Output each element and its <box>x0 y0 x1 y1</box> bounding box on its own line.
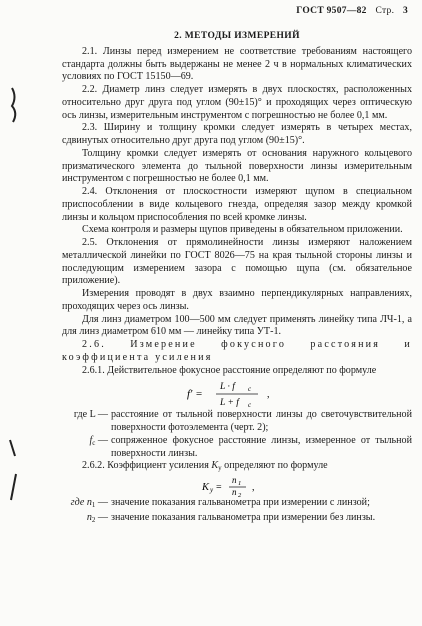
formula2-eq: = <box>216 482 222 493</box>
formula1-numerator-sub: c <box>248 385 252 394</box>
legend2-item-n2 <box>62 512 412 527</box>
formula2-numerator: n <box>232 475 237 485</box>
standard-number: ГОСТ 9507—82 <box>296 6 367 16</box>
document-body <box>62 30 412 527</box>
formula2-tail: , <box>252 482 255 493</box>
page-number: 3 <box>402 6 408 16</box>
legend2-text-n2: значение показания гальванометра при измерении без линзы. <box>111 511 376 523</box>
formula1-numerator: L · f <box>220 382 235 393</box>
ky-symbol: K <box>211 460 219 472</box>
para-2-3-b: Толщину кромки следует измерять от основания наружного кольцевого призматического элемента до тыльной поверхности линзы измерительным инструментом с погрешностью не более 0,1 мм. <box>62 147 412 185</box>
legend2-text-n1: значение показания гальванометра при измерении с линзой; <box>111 497 370 508</box>
margin-marks <box>0 0 60 626</box>
para-2-5-c: Для линз диаметром 100—500 мм следует применять линейку типа ЛЧ-1, а для линз диаметром 610 мм — линейку типа УТ-1. <box>62 313 412 338</box>
page-label: Стр. <box>375 6 395 16</box>
legend1-item-L <box>62 409 412 435</box>
legend1-text-L: расстояние от тыльной поверхности линзы до светочувствительной поверхности фотоэлемента (черт. 2); <box>111 409 412 433</box>
para-2-2: 2.2. Диаметр линз следует измерять в двух плоскостях, расположенных относительно друг друга под углом (90±15)° и проходящих через оптическую ось линзы, измерительным инструментом с погрешностью не более 0,1 мм. <box>62 84 412 121</box>
formula2-denominator-sub: 2 <box>238 492 242 497</box>
formula1-denominator: L + f <box>220 398 239 409</box>
margin-brace-mark <box>12 88 15 122</box>
para-2-4-b: Схема контроля и размеры щупов приведены в обязательном приложении. <box>82 224 403 236</box>
para-2-6-1: 2.6.1. Действительное фокусное расстояние определяют по формуле <box>82 364 377 376</box>
margin-slash-mark-2 <box>11 474 16 500</box>
legend1-text-fc: сопряженное фокусное расстояние линзы, измеренное от тыльной поверхности линзы. <box>111 434 412 459</box>
legend2-symbol-n1: где $n_1$ — <box>70 497 108 509</box>
formula1-tail: , <box>267 389 270 401</box>
legend2-symbol-n2: $n_2$ — <box>86 511 108 524</box>
formula1-denominator-sub: c <box>248 401 252 410</box>
para-2-5-b: Измерения проводят в двух взаимно перпендикулярных направлениях, проходящих через ось линзы. <box>62 288 412 312</box>
running-header <box>290 6 408 16</box>
para-2-6-2: 2.6.2. Коэффициент усиления $K_y$ определяют по формуле <box>82 460 328 473</box>
para-2-1: 2.1. Линзы перед измерением не соответствие требованиям настоящего стандарта должны быть выдержаны не менее 2 ч в нормальных климатических условиях по ГОСТ 15150—69. <box>62 45 412 83</box>
para-2-6-title: 2.6. Измерение фокусного расстояния и коэффициента усиления <box>62 339 412 363</box>
legend1-symbol-fc: $f_c$ — <box>89 434 108 447</box>
margin-slash-mark-1 <box>10 440 15 456</box>
legend1-symbol-L: где L — <box>73 409 108 421</box>
para-2-3: 2.3. Ширину и толщину кромки следует измерять в четырех местах, сдвинутых относительно друг друга под углом (90±15)°. <box>62 122 412 146</box>
formula1-lhs: f′ = <box>187 388 203 401</box>
formula2-lhs-sub: y <box>210 486 214 494</box>
formula2-numerator-sub: 1 <box>238 480 242 487</box>
formula-focal-length <box>62 377 412 409</box>
legend2-item-n1 <box>62 497 412 512</box>
formula2-lhs: K <box>202 482 210 493</box>
section-title: 2. МЕТОДЫ ИЗМЕРЕНИЙ <box>174 31 300 41</box>
formula-gain <box>62 475 412 497</box>
formula2-denominator: n <box>232 487 237 497</box>
para-2-4: 2.4. Отклонения от плоскостности измеряют щупом в специальном приспособлении в виде кольцевого гнезда, определяя зазор между кромкой линзы и кольцом приспособления по всей кромке линзы. <box>62 186 412 223</box>
legend1-item-fc <box>62 435 412 461</box>
para-2-5: 2.5. Отклонения от прямолинейности линзы измеряют наложением металлической линейки по ГОСТ 8026—75 на края тыльной стороны линзы и последующим измерением зазора с помощью щупа (см. обязательное приложение). <box>62 237 412 287</box>
